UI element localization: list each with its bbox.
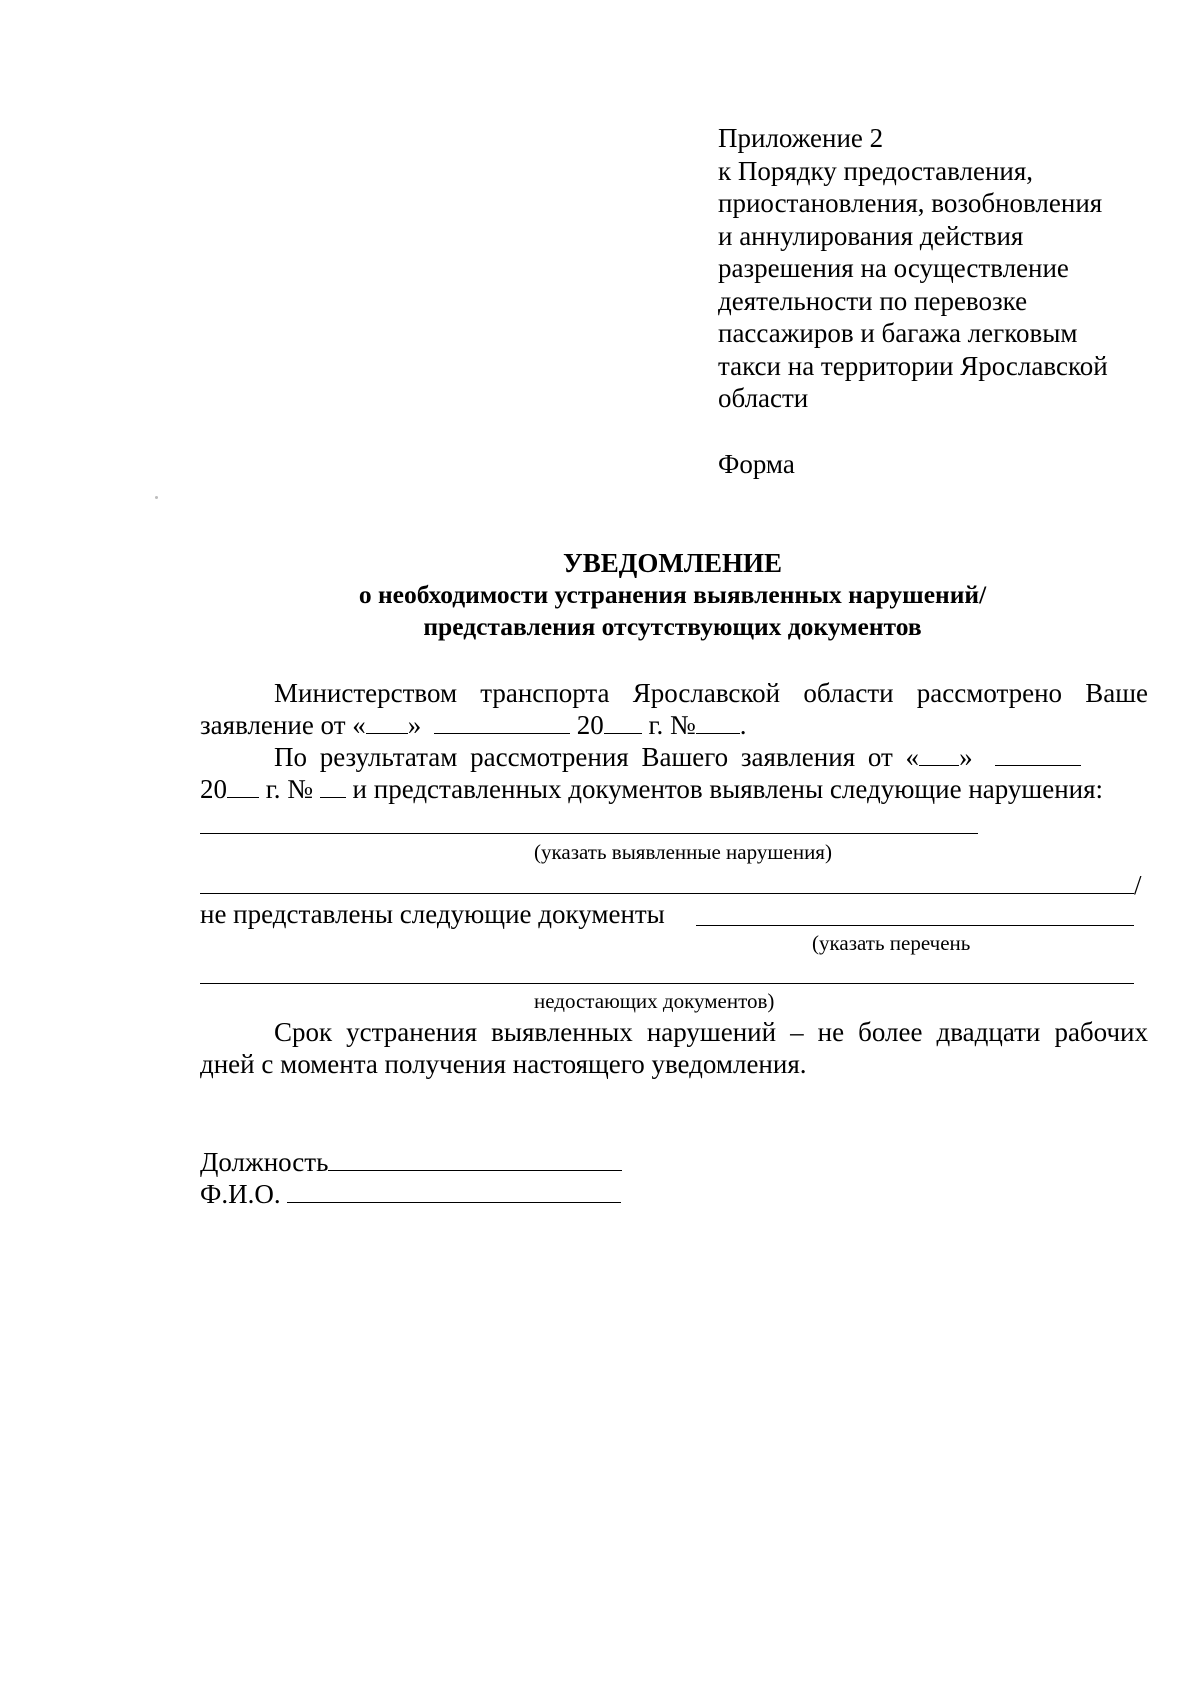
month-blank[interactable] bbox=[434, 711, 570, 734]
violations-intro: и представленных документов выявлены следующие нарушения: bbox=[352, 774, 1104, 804]
name-label: Ф.И.О. bbox=[200, 1179, 281, 1209]
caption-list-2: недостающих документов) bbox=[534, 989, 775, 1013]
year-prefix: 20 bbox=[200, 774, 227, 804]
deadline-line2: дней с момента получения настоящего уведомления. bbox=[200, 1049, 807, 1079]
appendix-line: и аннулирования действия bbox=[718, 220, 1024, 251]
appendix-line: разрешения на осуществление bbox=[718, 253, 1069, 283]
title-subtitle-line: представления отсутствующих документов bbox=[423, 612, 922, 641]
number-label: г. № bbox=[265, 774, 314, 804]
missing-docs-label: не представлены следующие документы bbox=[200, 899, 665, 929]
appendix-header bbox=[718, 122, 1158, 415]
number-blank[interactable] bbox=[320, 775, 346, 798]
number-blank[interactable] bbox=[696, 711, 740, 734]
appendix-line: такси на территории Ярославской bbox=[718, 350, 1108, 381]
paragraph-results-line2 bbox=[200, 773, 1148, 805]
title-subtitle-line: о необходимости устранения выявленных нарушений/ bbox=[358, 580, 987, 609]
caption-violations: (указать выявленные нарушения) bbox=[534, 840, 832, 864]
paragraph-ministry-line1: Министерством транспорта Ярославской области рассмотрено Ваше bbox=[274, 678, 1148, 708]
violations-input-line-2[interactable] bbox=[200, 893, 1134, 894]
position-input-line[interactable] bbox=[328, 1148, 622, 1171]
slash-mark: / bbox=[1134, 870, 1142, 900]
missing-docs-input-line[interactable] bbox=[696, 925, 1134, 926]
appendix-line: приостановления, возобновления bbox=[718, 188, 1103, 218]
year-blank[interactable] bbox=[604, 711, 642, 734]
month-blank[interactable] bbox=[995, 743, 1081, 766]
year-prefix: 20 bbox=[576, 710, 604, 740]
day-blank[interactable] bbox=[366, 711, 408, 734]
quote-close: » bbox=[407, 710, 422, 740]
appendix-line: к Порядку предоставления, bbox=[718, 155, 1034, 186]
appendix-line: деятельности по перевозке bbox=[718, 285, 1028, 316]
appendix-line: Приложение 2 bbox=[718, 123, 884, 153]
position-label: Должность bbox=[200, 1147, 329, 1177]
violations-input-line[interactable] bbox=[200, 833, 978, 834]
name-input-line[interactable] bbox=[287, 1180, 621, 1203]
period: . bbox=[739, 710, 747, 740]
paragraph-results-line1 bbox=[200, 741, 1148, 773]
appendix-line: пассажиров и багажа легковым bbox=[718, 318, 1078, 348]
signature-name bbox=[200, 1178, 621, 1210]
results-text: По результатам рассмотрения Вашего заявления от « bbox=[274, 742, 920, 772]
missing-docs-input-line-2[interactable] bbox=[200, 983, 1134, 984]
caption-list-1: (указать перечень bbox=[812, 931, 971, 955]
paragraph-ministry-line2 bbox=[200, 709, 1148, 741]
application-date-prefix: заявление от « bbox=[200, 710, 366, 740]
signature-position bbox=[200, 1146, 622, 1178]
number-label: г. № bbox=[648, 710, 696, 740]
deadline-line1: Срок устранения выявленных нарушений – не более двадцати рабочих bbox=[274, 1017, 1148, 1047]
scan-speck bbox=[155, 496, 158, 499]
document-title bbox=[0, 547, 1200, 643]
title-main: УВЕДОМЛЕНИЕ bbox=[562, 548, 783, 578]
quote-close: » bbox=[959, 742, 973, 772]
form-label: Форма bbox=[718, 449, 795, 479]
appendix-line: области bbox=[718, 383, 809, 413]
year-blank[interactable] bbox=[227, 775, 259, 798]
day-blank[interactable] bbox=[919, 743, 959, 766]
